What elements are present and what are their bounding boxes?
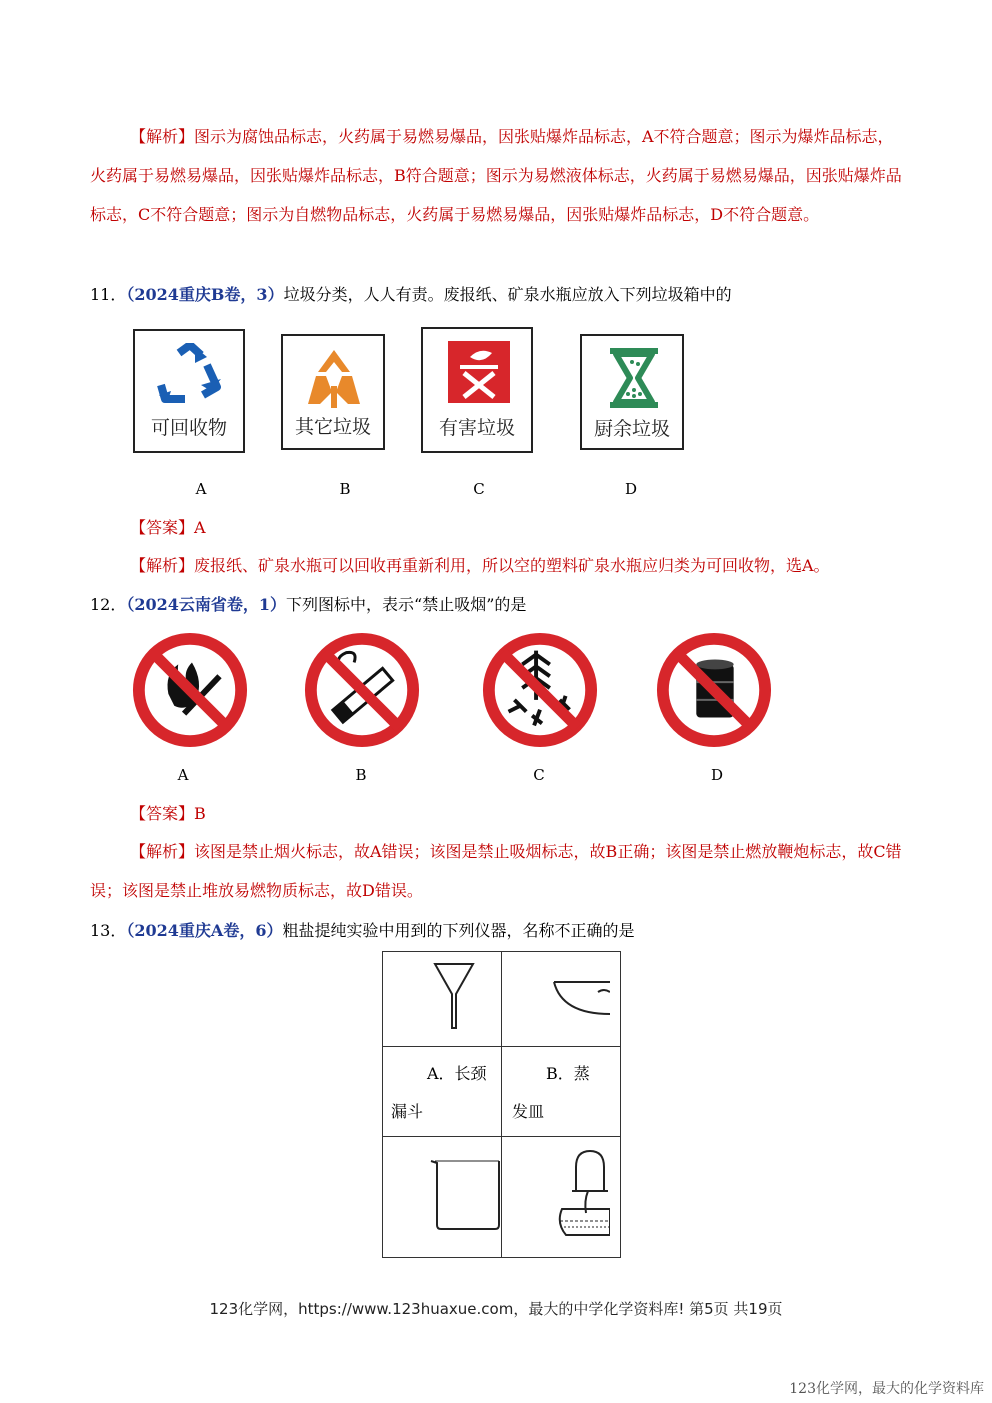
evaporating-dish-icon xyxy=(502,952,610,1042)
option-label-a: A xyxy=(177,766,189,784)
beaker-icon xyxy=(383,1137,501,1253)
no-flammable-storage-icon xyxy=(655,631,773,749)
bin-caption: 可回收物 xyxy=(150,417,227,439)
question-number: 12． xyxy=(90,595,127,614)
q11-answer: 【答案】A xyxy=(130,518,206,537)
option-text: A．长颈 xyxy=(427,1064,487,1083)
kitchen-waste-icon xyxy=(606,346,662,410)
instrument-option-b xyxy=(502,1047,621,1137)
option-label-c: C xyxy=(533,766,545,784)
question-number: 13． xyxy=(90,921,127,940)
funnel-icon xyxy=(383,952,501,1042)
q13-stem-line xyxy=(90,919,634,943)
bin-caption: 有害垃圾 xyxy=(438,417,515,439)
bin-caption: 厨余垃圾 xyxy=(593,418,670,440)
bin-caption: 其它垃圾 xyxy=(294,416,371,438)
alcohol-lamp-icon xyxy=(502,1137,610,1253)
instrument-cell xyxy=(383,952,502,1047)
question-number: 11． xyxy=(90,285,127,304)
option-label-b: B xyxy=(355,766,367,784)
question-source: （2024重庆A卷，6） xyxy=(126,921,283,940)
q12-stem-line xyxy=(90,593,526,617)
no-open-flame-icon xyxy=(131,631,249,749)
bin-kitchen xyxy=(580,334,684,450)
instrument-cell xyxy=(383,1137,502,1258)
watermark: 123化学网，最大的化学资料库 xyxy=(789,1381,984,1397)
option-text: B．蒸 xyxy=(546,1064,590,1083)
option-label-c: C xyxy=(473,480,485,498)
instrument-table xyxy=(382,951,621,1258)
option-label-b: B xyxy=(339,480,351,498)
no-fireworks-icon xyxy=(481,631,599,749)
option-text: 发皿 xyxy=(512,1102,545,1121)
question-source: （2024云南省卷，1） xyxy=(126,595,287,614)
bin-other xyxy=(281,334,385,450)
instrument-cell xyxy=(502,952,621,1047)
option-label-d: D xyxy=(710,766,724,784)
option-label-d: D xyxy=(624,480,638,498)
bin-hazardous xyxy=(421,327,533,453)
instrument-cell xyxy=(502,1137,621,1258)
q11-analysis: 【解析】废报纸、矿泉水瓶可以回收再重新利用，所以空的塑料矿泉水瓶应归类为可回收物，选A。 xyxy=(130,556,830,575)
q11-stem-line xyxy=(90,283,732,307)
hazardous-waste-icon xyxy=(448,341,510,403)
page-footer: 123化学网，https://www.123huaxue.com，最大的中学化学资料库! 第5页 共19页 xyxy=(209,1300,783,1318)
bin-recyclable xyxy=(133,329,245,453)
question-stem: 粗盐提纯实验中用到的下列仪器，名称不正确的是 xyxy=(282,921,635,940)
recycle-icon xyxy=(155,343,225,405)
q12-analysis: 【解析】该图是禁止烟火标志，故A错误；该图是禁止吸烟标志，故B正确；该图是禁止燃放鞭炮标志，故C错误；该图是禁止堆放易燃物质标志，故D错误。 xyxy=(90,842,902,900)
option-label-a: A xyxy=(195,480,207,498)
question-stem: 下列图标中，表示“禁止吸烟”的是 xyxy=(286,595,527,614)
q10-analysis: 【解析】图示为腐蚀品标志，火药属于易燃易爆品，因张贴爆炸品标志，A不符合题意；图示为爆炸品标志，火药属于易燃易爆品，因张贴爆炸品标志，B符合题意；图示为易燃液体标志，火药属于易燃易爆品，因张贴爆炸品标志，C不符合题意；图示为自燃物品标志，火药属于易燃易爆品，因张贴爆炸品标志，D不符合题意。 xyxy=(90,127,902,224)
instrument-option-a xyxy=(383,1047,502,1137)
question-source: （2024重庆B卷，3） xyxy=(126,285,284,304)
question-stem: 垃圾分类，人人有责。废报纸、矿泉水瓶应放入下列垃圾箱中的 xyxy=(283,285,732,304)
no-smoking-icon xyxy=(303,631,421,749)
option-text: 漏斗 xyxy=(391,1102,424,1121)
q12-answer: 【答案】B xyxy=(130,804,206,823)
other-waste-icon xyxy=(304,348,364,410)
